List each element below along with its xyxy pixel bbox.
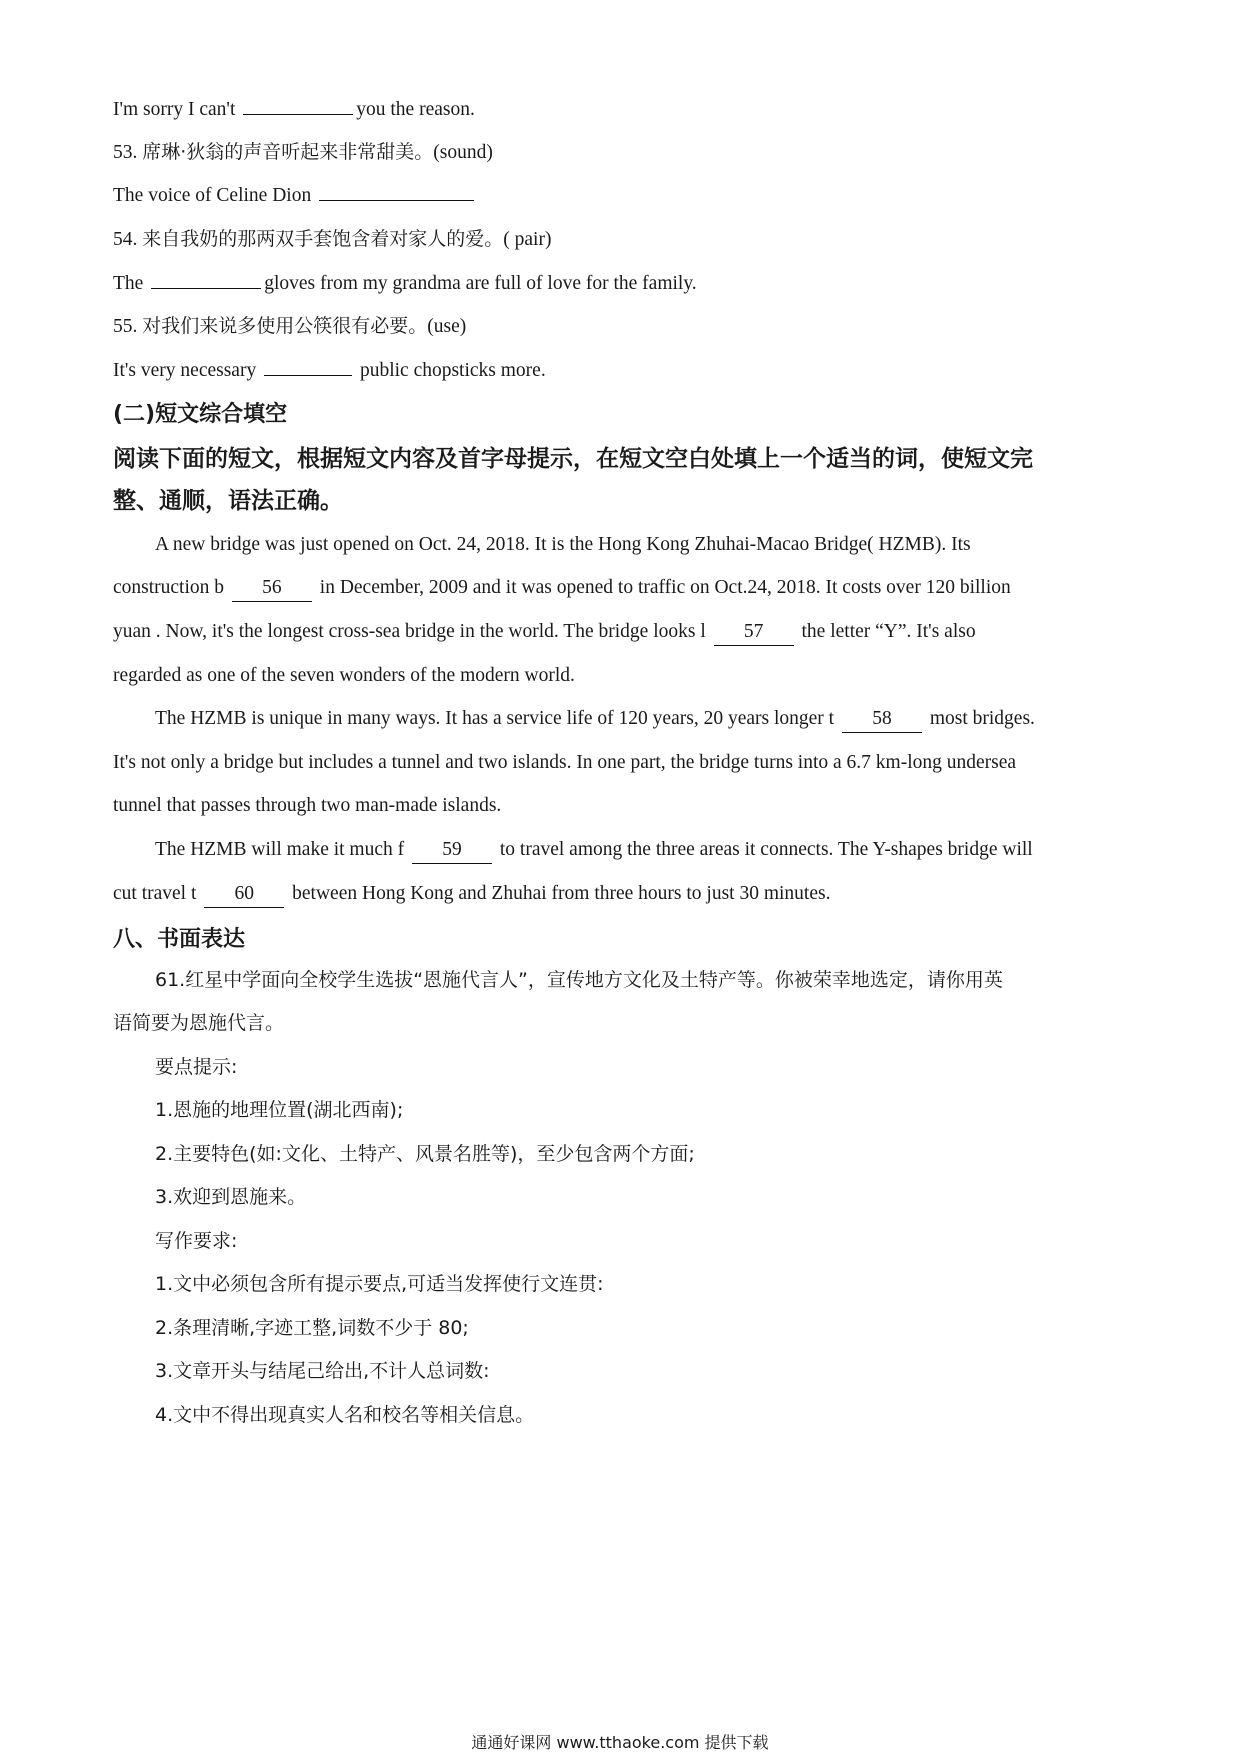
q55-text-before: It's very necessary <box>113 360 257 381</box>
passage-text: The HZMB will make it much f <box>155 839 405 860</box>
requirement-item: 3.文章开头与结尾己给出,不计人总词数: <box>155 1360 490 1382</box>
passage-p2-line3: tunnel that passes through two man-made islands. <box>113 795 502 816</box>
passage-text: between Hong Kong and Zhuhai from three hours to just 30 minutes. <box>292 883 831 904</box>
point-item: 1.恩施的地理位置(湖北西南); <box>155 1099 404 1121</box>
q55-text-after: public chopsticks more. <box>359 360 546 381</box>
points-title: 要点提示: <box>155 1056 238 1078</box>
q54-number: 54. <box>113 229 138 250</box>
point-item: 3.欢迎到恩施来。 <box>155 1186 307 1208</box>
passage-p1-line1: A new bridge was just opened on Oct. 24, 2018. It is the Hong Kong Zhuhai-Macao Bridge( HZMB). Its <box>155 534 971 555</box>
passage-text: the letter “Y”. It's also <box>801 621 976 642</box>
q54-line <box>113 270 697 297</box>
passage-text: to travel among the three areas it connects. The Y-shapes bridge will <box>499 839 1033 860</box>
q54-hint: ( pair) <box>503 229 552 250</box>
requirement-item: 4.文中不得出现真实人名和校名等相关信息。 <box>155 1404 535 1426</box>
passage-text: yuan . Now, it's the longest cross-sea bridge in the world. The bridge looks l <box>113 621 706 642</box>
blank-56[interactable]: 56 <box>232 575 312 602</box>
q54-prompt <box>113 226 551 253</box>
passage-text: most bridges. <box>929 708 1035 729</box>
passage-p3-line1 <box>155 837 1033 864</box>
passage-p1-line3 <box>113 619 976 646</box>
requirement-item: 1.文中必须包含所有提示要点,可适当发挥使行文连贯: <box>155 1273 604 1295</box>
q55-prompt <box>113 313 466 340</box>
passage-p2-line1 <box>155 706 1035 733</box>
q53-answer-blank[interactable] <box>319 182 474 201</box>
q53-chinese: 席琳·狄翁的声音听起来非常甜美。 <box>142 141 434 163</box>
q53-number: 53. <box>113 142 138 163</box>
q54-text-before: The <box>113 273 144 294</box>
q54-chinese: 来自我奶的那两双手套饱含着对家人的爱。 <box>142 228 504 250</box>
blank-57[interactable]: 57 <box>714 619 794 646</box>
q52-text-before: I'm sorry I can't <box>113 99 236 120</box>
section2-instruction-line1: 阅读下面的短文，根据短文内容及首字母提示，在短文空白处填上一个适当的词，使短文完 <box>113 446 1033 472</box>
passage-p1-line2 <box>113 575 1011 602</box>
passage-text: in December, 2009 and it was opened to traffic on Oct.24, 2018. It costs over 120 billion <box>319 577 1011 598</box>
q52-answer-blank[interactable] <box>243 96 353 115</box>
q53-text-before: The voice of Celine Dion <box>113 185 312 206</box>
q55-answer-blank[interactable] <box>264 357 352 376</box>
q53-line <box>113 182 477 209</box>
section2-heading: (二)短文综合填空 <box>113 402 288 427</box>
q55-hint: (use) <box>427 316 467 337</box>
passage-p1-line4: regarded as one of the seven wonders of the modern world. <box>113 665 575 686</box>
blank-60[interactable]: 60 <box>204 881 284 908</box>
section8-heading: 八、书面表达 <box>113 927 246 952</box>
q55-number: 55. <box>113 316 138 337</box>
q61-line2: 语简要为恩施代言。 <box>113 1012 285 1034</box>
passage-text: construction b <box>113 577 225 598</box>
passage-p3-line2 <box>113 881 830 908</box>
page-footer[interactable]: 通通好课网 www.tthaoke.com 提供下载 <box>471 1733 769 1752</box>
section2-instruction-line2: 整、通顺，语法正确。 <box>113 488 343 514</box>
requirement-item: 2.条理清晰,字迹工整,词数不少于 80; <box>155 1317 469 1339</box>
q53-prompt <box>113 139 493 166</box>
point-item: 2.主要特色(如:文化、土特产、风景名胜等)，至少包含两个方面; <box>155 1143 695 1165</box>
q61-line1: 61.红星中学面向全校学生选拔“恩施代言人”，宣传地方文化及土特产等。你被荣幸地选定，请你用英 <box>155 969 1003 991</box>
q52-line <box>113 96 475 123</box>
passage-p2-line2: It's not only a bridge but includes a tunnel and two islands. In one part, the bridge turns into a 6.7 km-long undersea <box>113 752 1017 773</box>
q54-text-after: gloves from my grandma are full of love for the family. <box>264 273 697 294</box>
requirements-title: 写作要求: <box>155 1230 238 1252</box>
blank-59[interactable]: 59 <box>412 837 492 864</box>
q55-line <box>113 357 546 384</box>
passage-text: The HZMB is unique in many ways. It has a service life of 120 years, 20 years longer t <box>155 708 835 729</box>
q52-text-after: you the reason. <box>356 99 475 120</box>
blank-58[interactable]: 58 <box>842 706 922 733</box>
q55-chinese: 对我们来说多使用公筷很有必要。 <box>142 315 428 337</box>
q53-hint: (sound) <box>433 142 493 163</box>
passage-text: cut travel t <box>113 883 197 904</box>
q54-answer-blank[interactable] <box>151 270 261 289</box>
